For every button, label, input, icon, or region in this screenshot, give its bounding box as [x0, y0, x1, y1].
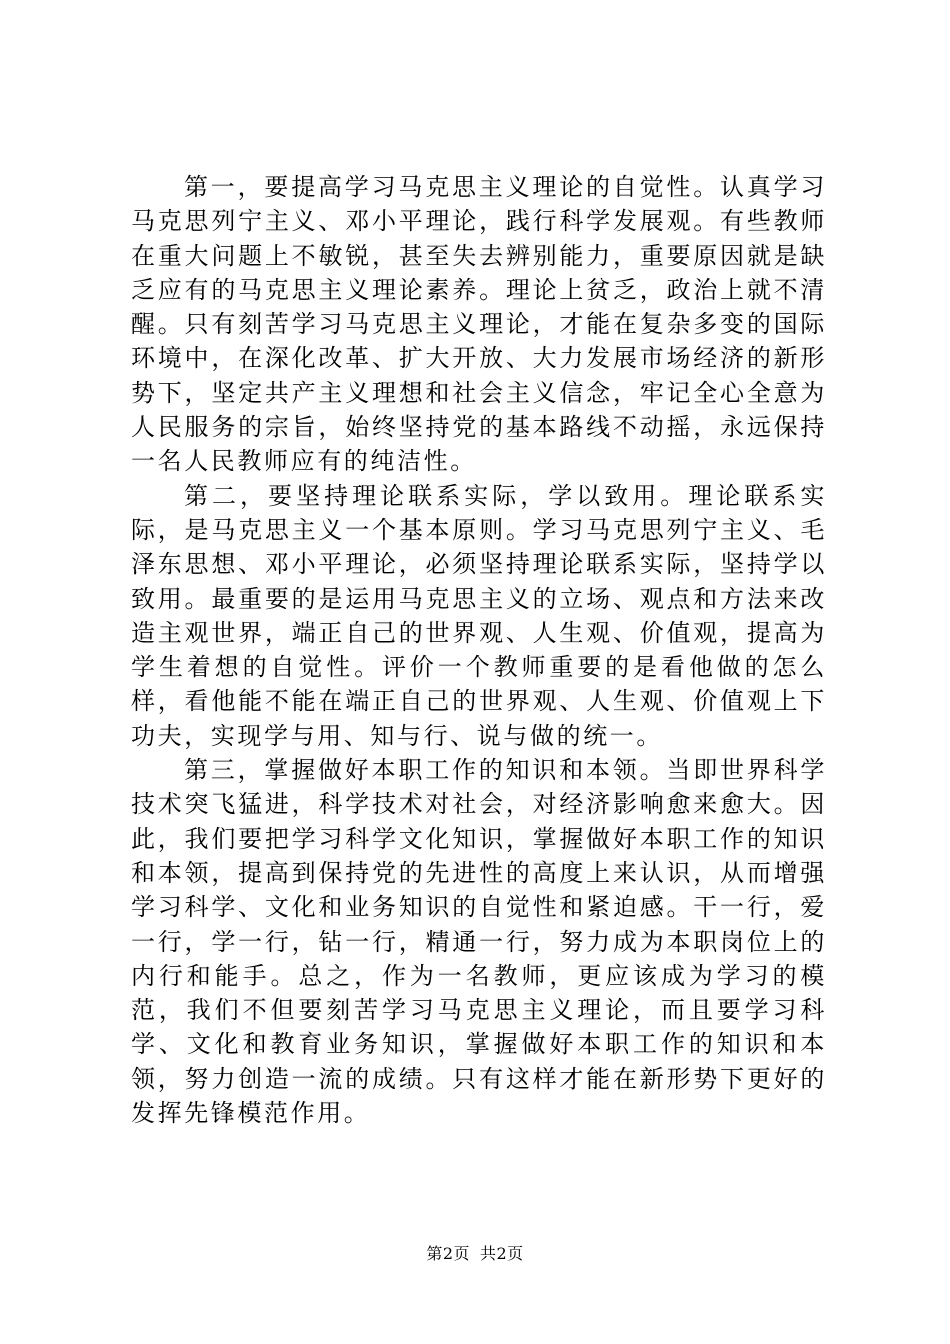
paragraph-first-point: 第一，要提高学习马克思主义理论的自觉性。认真学习马克思列宁主义、邓小平理论，践行科学发展观。有些教师在重大问题上不敏锐，甚至失去辨别能力，重要原因就是缺乏应有的马克思主义理论素养。理论上贫乏，政治上就不清醒。只有刻苦学习马克思主义理论，才能在复杂多变的国际环境中，在深化改革、扩大开放、大力发展市场经济的新形势下，坚定共产主义理想和社会主义信念，牢记全心全意为人民服务的宗旨，始终坚持党的基本路线不动摇，永远保持一名人民教师应有的纯洁性。 [131, 173, 827, 476]
paragraph-second-point: 第二，要坚持理论联系实际，学以致用。理论联系实际，是马克思主义一个基本原则。学习马克思列宁主义、毛泽东思想、邓小平理论，必须坚持理论联系实际，坚持学以致用。最重要的是运用马克思主义的立场、观点和方法来改造主观世界，端正自己的世界观、人生观、价值观，提高为学生着想的自觉性。评价一个教师重要的是看他做的怎么样，看他能不能在端正自己的世界观、人生观、价值观上下功夫，实现学与用、知与行、说与做的统一。 [131, 481, 827, 750]
paragraph-third-point: 第三，掌握做好本职工作的知识和本领。当即世界科学技术突飞猛进，科学技术对社会，对经济影响愈来愈大。因此，我们要把学习科学文化知识，掌握做好本职工作的知识和本领，提高到保持党的先进性的高度上来认识，从而增强学习科学、文化和业务知识的自觉性和紧迫感。干一行，爱一行，学一行，钻一行，精通一行，努力成为本职岗位上的内行和能手。总之，作为一名教师，更应该成为学习的模范，我们不但要刻苦学习马克思主义理论，而且要学习科学、文化和教育业务知识，掌握做好本职工作的知识和本领，努力创造一流的成绩。只有这样才能在新形势下更好的发挥先锋模范作用。 [131, 756, 827, 1128]
page-number-total: 共2页 [480, 1244, 524, 1263]
page-footer [0, 1244, 950, 1264]
document-body [131, 170, 827, 1130]
page-number-current: 第2页 [426, 1244, 470, 1263]
